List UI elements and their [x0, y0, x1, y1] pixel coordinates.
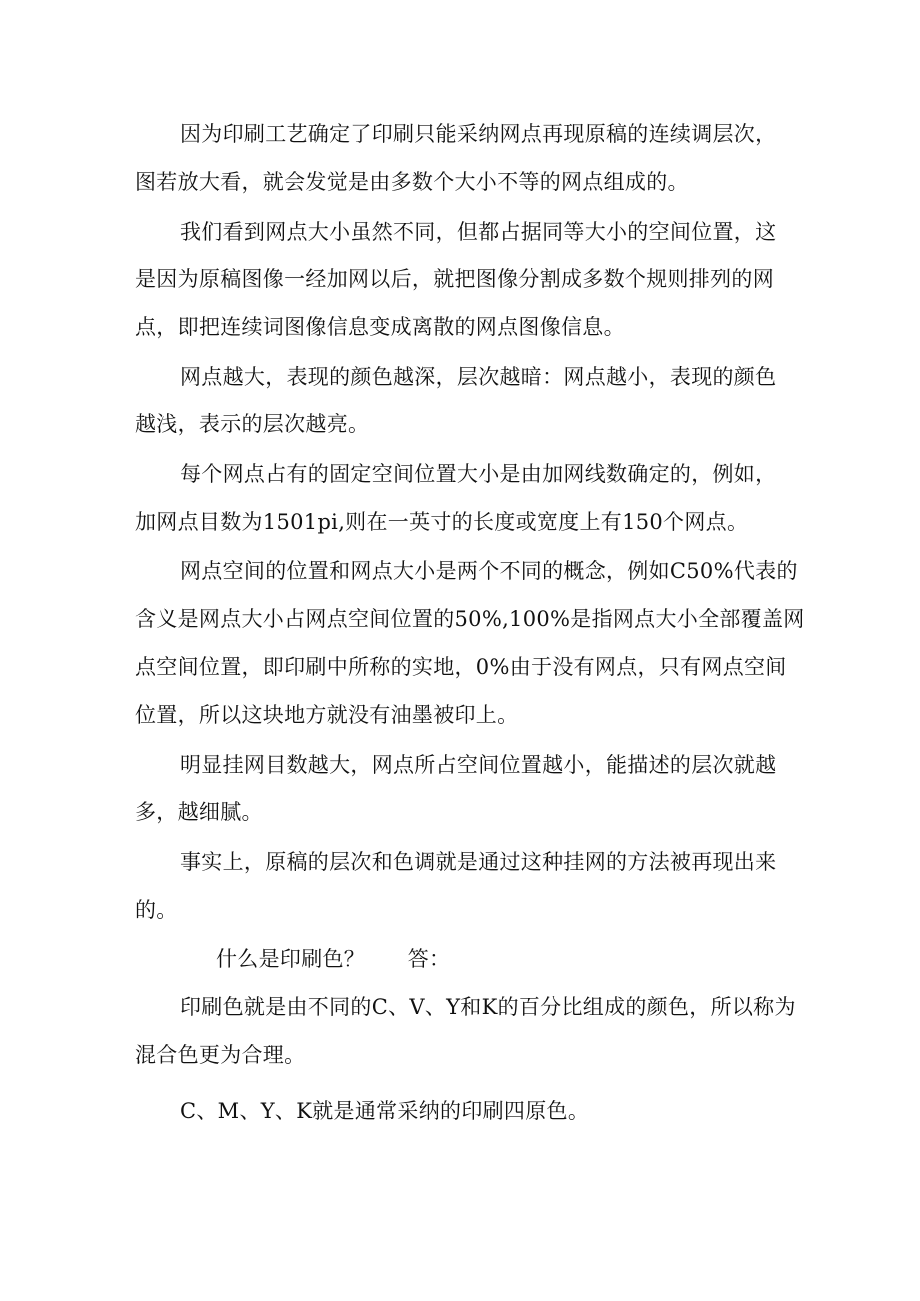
paragraph-6-line-1: 明显挂网目数越大，网点所占空间位置越小，能描述的层次就越 — [180, 753, 777, 777]
paragraph-5-line-1: 网点空间的位置和网点大小是两个不同的概念，例如C50%代表的 — [180, 559, 798, 583]
paragraph-4-line-1: 每个网点占有的固定空间位置大小是由加网线数确定的，例如， — [180, 462, 777, 486]
question-line: 什么是印刷色？ 答： — [216, 947, 451, 971]
paragraph-2-line-1: 我们看到网点大小虽然不同，但都占据同等大小的空间位置，这 — [180, 220, 777, 244]
paragraph-9-line-2: 混合色更为合理。 — [135, 1043, 306, 1067]
paragraph-5-line-2: 含义是网点大小占网点空间位置的50%,100%是指网点大小全部覆盖网 — [135, 607, 805, 631]
paragraph-1-line-1: 因为印刷工艺确定了印刷只能采纳网点再现原稿的连续调层次， — [180, 122, 777, 146]
paragraph-9-line-1: 印刷色就是由不同的C、V、Y和K的百分比组成的颜色，所以称为 — [180, 995, 796, 1019]
paragraph-3-line-1: 网点越大，表现的颜色越深，层次越暗：网点越小，表现的颜色 — [180, 365, 777, 389]
paragraph-7-line-1: 事实上，原稿的层次和色调就是通过这种挂网的方法被再现出来 — [180, 850, 777, 874]
paragraph-1-line-2: 图若放大看，就会发觉是由多数个大小不等的网点组成的。 — [135, 170, 689, 194]
paragraph-5-line-3: 点空间位置，即印刷中所称的实地，0%由于没有网点，只有网点空间 — [135, 655, 787, 679]
paragraph-5-line-4: 位置，所以这块地方就没有油墨被印上。 — [135, 703, 519, 727]
paragraph-6-line-2: 多，越细腻。 — [135, 800, 263, 824]
paragraph-3-line-2: 越浅，表示的层次越亮。 — [135, 412, 370, 436]
paragraph-2-line-3: 点，即把连续词图像信息变成离散的网点图像信息。 — [135, 315, 625, 339]
paragraph-10-line-1: C、M、Y、K就是通常采纳的印刷四原色。 — [180, 1099, 590, 1123]
paragraph-2-line-2: 是因为原稿图像一经加网以后，就把图像分割成多数个规则排列的网 — [135, 267, 774, 291]
paragraph-4-line-2: 加网点目数为1501pi,则在一英寸的长度或宽度上有150个网点。 — [135, 510, 749, 534]
paragraph-7-line-2: 的。 — [135, 898, 178, 922]
